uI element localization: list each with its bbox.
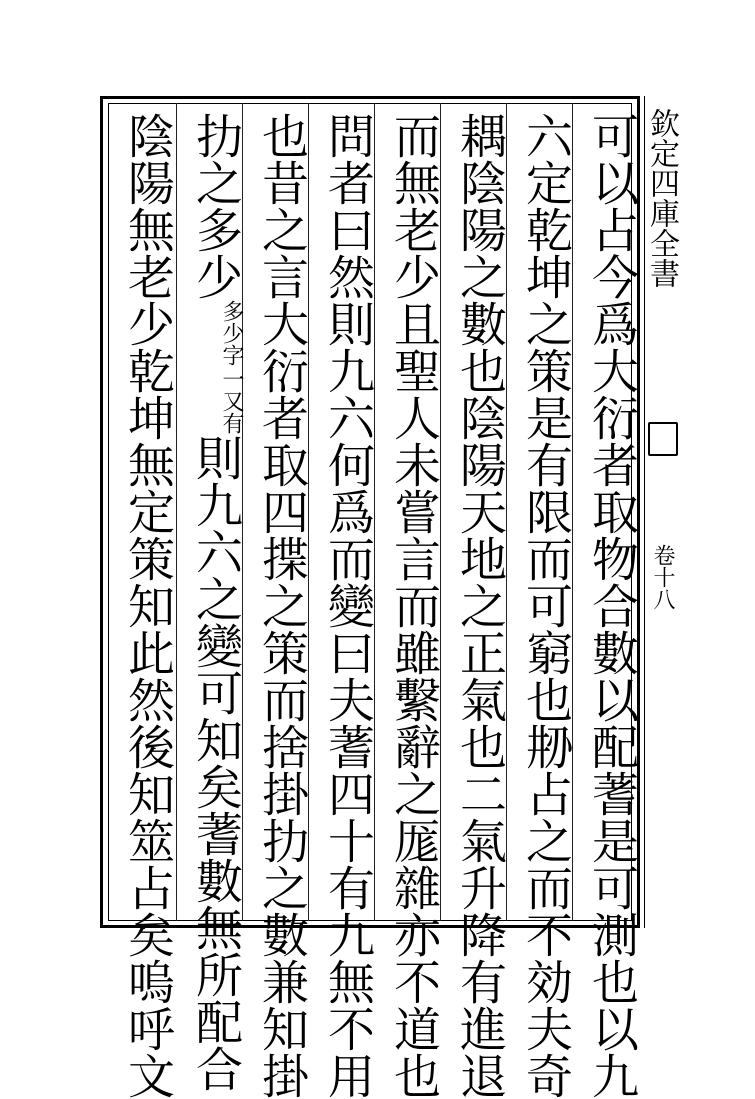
fishtail-mark-icon [648, 422, 678, 456]
text-column-6: 也昔之言大衍者取四揲之策而捨掛扐之數兼知掛 [254, 112, 309, 1099]
page-margin [644, 96, 678, 928]
text-column-7 [188, 112, 244, 1092]
text-column-1: 可以占今爲大衍者取物合數以配蓍是可測也以九 [584, 112, 639, 1099]
interlinear-note [218, 300, 244, 434]
text-column-5: 問者曰然則九六何爲而變曰夫蓍四十有九無不用 [320, 112, 375, 1099]
note-left-line: 多少字 [219, 300, 244, 366]
text-column-3: 耦陰陽之數也陰陽天地之正氣也二氣升降有進退 [452, 112, 507, 1099]
column-rule [176, 103, 177, 921]
text-column-7-before: 扐之多少 [188, 112, 243, 300]
note-right-line: 一又有 [219, 368, 244, 434]
text-column-4: 而無老少且聖人未嘗言而雖繫辭之厖雜亦不道也 [386, 112, 441, 1099]
margin-title: 欽定四庫全書 [644, 108, 679, 288]
text-column-8: 陰陽無老少乾坤無定策知此然後知筮占矣嗚呼文 [120, 112, 175, 1099]
margin-volume: 卷十八 [650, 544, 675, 610]
text-column-2: 六定乾坤之策是有限而可窮也刱占之而不効夫奇 [518, 112, 573, 1099]
text-column-7-after: 則九六之變可知矣蓍數無所配合 [188, 434, 243, 1092]
